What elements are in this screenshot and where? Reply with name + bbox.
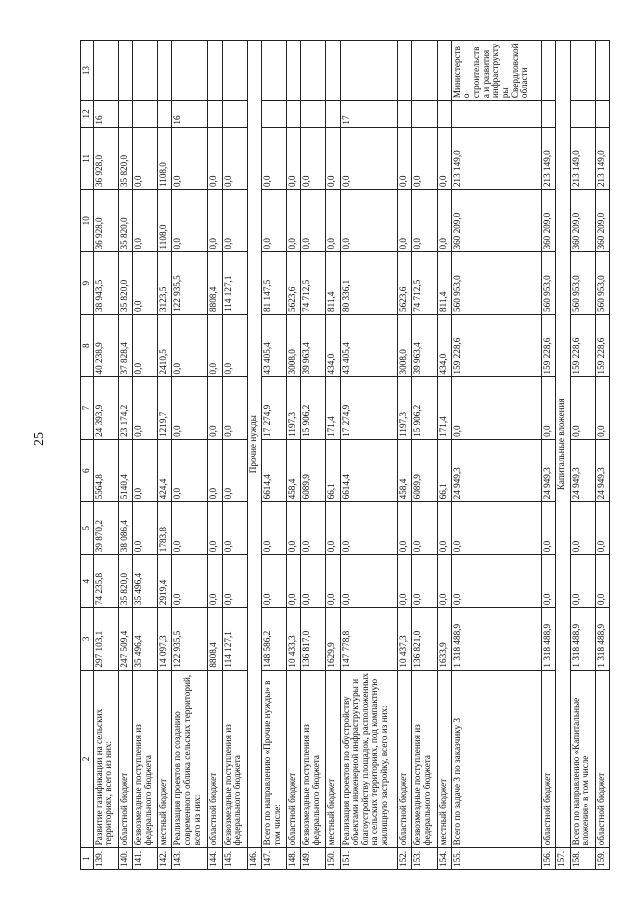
- table-row: [172, 41, 208, 870]
- row-number: 154.: [437, 848, 451, 870]
- value-cell: 0,0: [132, 127, 157, 189]
- value-cell: 171,4: [437, 377, 451, 439]
- value-cell: 458,4: [398, 439, 412, 501]
- value-cell: 0,0: [570, 502, 595, 555]
- value-cell: 159 228,6: [542, 314, 556, 376]
- table-row: [437, 41, 451, 870]
- row-number: 147.: [261, 848, 286, 870]
- row-number: 141.: [132, 848, 157, 870]
- table-row: [286, 41, 300, 870]
- column-header: 13: [81, 41, 94, 101]
- value-cell: 0,0: [286, 127, 300, 189]
- value-cell: 5564,8: [93, 439, 118, 501]
- value-cell: 35 820,0: [118, 127, 132, 189]
- value-cell: 0,0: [437, 190, 451, 252]
- value-cell: 6089,9: [412, 439, 437, 501]
- value-cell: 159 228,6: [595, 314, 609, 376]
- row-number: 148.: [286, 848, 300, 870]
- value-cell: 0,0: [132, 439, 157, 501]
- value-cell: 81 147,5: [261, 252, 286, 314]
- value-cell: 0,0: [326, 555, 340, 608]
- customer-cell: [222, 41, 247, 101]
- value-cell: 0,0: [326, 127, 340, 189]
- value-cell: 15 906,2: [412, 377, 437, 439]
- value-cell: 0,0: [570, 555, 595, 608]
- target-index-cell: [412, 101, 437, 127]
- value-cell: 136 817,0: [301, 608, 326, 670]
- value-cell: 80 336,1: [340, 252, 398, 314]
- table-row: [398, 41, 412, 870]
- value-cell: 811,4: [326, 252, 340, 314]
- value-cell: 0,0: [286, 555, 300, 608]
- header-row: [81, 41, 94, 870]
- table-row: [595, 41, 609, 870]
- row-name: безвозмездные поступления из федерального бюджета: [301, 670, 326, 848]
- page-number: 25: [32, 432, 47, 446]
- target-index-cell: [301, 101, 326, 127]
- value-cell: 0,0: [172, 190, 208, 252]
- value-cell: 74 712,5: [412, 252, 437, 314]
- value-cell: 0,0: [222, 314, 247, 376]
- value-cell: 213 149,0: [451, 127, 541, 189]
- table-row: [301, 41, 326, 870]
- value-cell: 35 820,0: [118, 555, 132, 608]
- value-cell: 0,0: [301, 127, 326, 189]
- value-cell: 1 318 488,9: [595, 608, 609, 670]
- value-cell: 0,0: [326, 502, 340, 555]
- value-cell: 1197,3: [398, 377, 412, 439]
- value-cell: 0,0: [261, 502, 286, 555]
- table-row: [412, 41, 437, 870]
- value-cell: 2919,4: [158, 555, 172, 608]
- column-header: 3: [81, 608, 94, 670]
- value-cell: 0,0: [172, 314, 208, 376]
- value-cell: 0,0: [340, 190, 398, 252]
- value-cell: 0,0: [261, 555, 286, 608]
- value-cell: 6614,4: [261, 439, 286, 501]
- target-index-cell: [208, 101, 222, 127]
- section-title: Капитальные вложения: [556, 41, 570, 848]
- table-row: [222, 41, 247, 870]
- value-cell: 0,0: [412, 190, 437, 252]
- table-row: [93, 41, 118, 870]
- row-number: 146.: [247, 848, 261, 870]
- value-cell: 24 949,3: [542, 439, 556, 501]
- value-cell: 147 778,8: [340, 608, 398, 670]
- row-number: 155.: [451, 848, 541, 870]
- value-cell: 1108,0: [158, 190, 172, 252]
- value-cell: 0,0: [398, 502, 412, 555]
- value-cell: 0,0: [451, 377, 541, 439]
- target-index-cell: [132, 101, 157, 127]
- value-cell: 40 238,9: [93, 314, 118, 376]
- value-cell: 213 149,0: [542, 127, 556, 189]
- value-cell: 0,0: [542, 502, 556, 555]
- value-cell: 0,0: [222, 127, 247, 189]
- column-header: 6: [81, 439, 94, 501]
- value-cell: 1 318 488,9: [570, 608, 595, 670]
- column-header: 2: [81, 670, 94, 848]
- value-cell: 23 174,2: [118, 377, 132, 439]
- row-name: Всего по направлению «Прочие нужды» в том числе:: [261, 670, 286, 848]
- value-cell: 0,0: [286, 502, 300, 555]
- value-cell: 24 949,3: [570, 439, 595, 501]
- value-cell: 1 318 488,9: [451, 608, 541, 670]
- target-index-cell: [286, 101, 300, 127]
- row-number: 156.: [542, 848, 556, 870]
- row-name: Развитие газификации на сельских территориях, всего из них:: [93, 670, 118, 848]
- table-row: [340, 41, 398, 870]
- value-cell: 0,0: [286, 190, 300, 252]
- value-cell: 0,0: [340, 555, 398, 608]
- target-index-cell: [261, 101, 286, 127]
- value-cell: 159 228,6: [570, 314, 595, 376]
- row-name: местный бюджет: [326, 670, 340, 848]
- value-cell: 1197,3: [286, 377, 300, 439]
- value-cell: 0,0: [208, 314, 222, 376]
- value-cell: 0,0: [301, 555, 326, 608]
- row-name: безвозмездные поступления из федерального бюджета: [132, 670, 157, 848]
- value-cell: 0,0: [132, 377, 157, 439]
- value-cell: 1 318 488,9: [542, 608, 556, 670]
- value-cell: 0,0: [172, 127, 208, 189]
- row-name: Всего по направлению «Капитальные вложения» в том числе: [570, 670, 595, 848]
- customer-cell: [301, 41, 326, 101]
- value-cell: 43 405,4: [261, 314, 286, 376]
- customer-cell: [398, 41, 412, 101]
- value-cell: 0,0: [208, 439, 222, 501]
- value-cell: 74 235,8: [93, 555, 118, 608]
- customer-cell: [412, 41, 437, 101]
- value-cell: 37 828,4: [118, 314, 132, 376]
- value-cell: 66,1: [437, 439, 451, 501]
- value-cell: 0,0: [398, 190, 412, 252]
- value-cell: 171,4: [326, 377, 340, 439]
- value-cell: 38 943,5: [93, 252, 118, 314]
- value-cell: 148 586,2: [261, 608, 286, 670]
- value-cell: 0,0: [542, 555, 556, 608]
- value-cell: 0,0: [595, 502, 609, 555]
- customer-cell: [118, 41, 132, 101]
- row-name: Реализация проектов по созданию современного облика сельских территорий, всего из них:: [172, 670, 208, 848]
- value-cell: 24 949,3: [451, 439, 541, 501]
- value-cell: 0,0: [172, 502, 208, 555]
- customer-cell: [172, 41, 208, 101]
- value-cell: 560 953,0: [595, 252, 609, 314]
- target-index-cell: [326, 101, 340, 127]
- customer-cell: [286, 41, 300, 101]
- value-cell: 560 953,0: [542, 252, 556, 314]
- customer-cell: [595, 41, 609, 101]
- target-index-cell: [595, 101, 609, 127]
- value-cell: 458,4: [286, 439, 300, 501]
- value-cell: 0,0: [437, 555, 451, 608]
- customer-cell: [542, 41, 556, 101]
- value-cell: 24 393,9: [93, 377, 118, 439]
- section-title: Прочие нужды: [247, 41, 261, 848]
- target-index-cell: [118, 101, 132, 127]
- row-number: 143.: [172, 848, 208, 870]
- value-cell: 8808,4: [208, 252, 222, 314]
- value-cell: 0,0: [132, 190, 157, 252]
- value-cell: 0,0: [222, 555, 247, 608]
- value-cell: 6089,9: [301, 439, 326, 501]
- value-cell: 0,0: [132, 252, 157, 314]
- value-cell: 0,0: [451, 502, 541, 555]
- column-header: 10: [81, 190, 94, 252]
- value-cell: 360 209,0: [542, 190, 556, 252]
- value-cell: 35 820,0: [118, 190, 132, 252]
- value-cell: 0,0: [542, 377, 556, 439]
- value-cell: 0,0: [172, 439, 208, 501]
- target-index-cell: 16: [172, 101, 208, 127]
- table-row: [132, 41, 157, 870]
- value-cell: 3008,0: [286, 314, 300, 376]
- value-cell: 0,0: [437, 127, 451, 189]
- value-cell: 247 509,4: [118, 608, 132, 670]
- value-cell: 0,0: [451, 555, 541, 608]
- value-cell: 0,0: [412, 555, 437, 608]
- value-cell: 38 086,4: [118, 502, 132, 555]
- budget-table: [80, 40, 610, 870]
- row-number: 159.: [595, 848, 609, 870]
- row-name: областной бюджет: [208, 670, 222, 848]
- column-header: 11: [81, 127, 94, 189]
- value-cell: 2410,5: [158, 314, 172, 376]
- value-cell: 0,0: [326, 190, 340, 252]
- value-cell: 36 928,0: [93, 190, 118, 252]
- customer-cell: [158, 41, 172, 101]
- value-cell: 159 228,6: [451, 314, 541, 376]
- value-cell: 0,0: [340, 127, 398, 189]
- value-cell: 122 935,5: [172, 608, 208, 670]
- row-name: местный бюджет: [437, 670, 451, 848]
- value-cell: 0,0: [208, 190, 222, 252]
- row-number: 149.: [301, 848, 326, 870]
- value-cell: 0,0: [570, 377, 595, 439]
- column-header: 5: [81, 502, 94, 555]
- value-cell: 0,0: [222, 502, 247, 555]
- customer-cell: [326, 41, 340, 101]
- table-body: [93, 41, 609, 870]
- target-index-cell: [570, 101, 595, 127]
- value-cell: 0,0: [595, 555, 609, 608]
- value-cell: 17 274,9: [261, 377, 286, 439]
- table-row: [451, 41, 541, 870]
- target-index-cell: [158, 101, 172, 127]
- value-cell: 10 437,3: [398, 608, 412, 670]
- value-cell: 424,4: [158, 439, 172, 501]
- value-cell: 39 870,2: [93, 502, 118, 555]
- section-row: [556, 41, 570, 870]
- value-cell: 0,0: [398, 127, 412, 189]
- value-cell: 0,0: [261, 190, 286, 252]
- column-header: 8: [81, 314, 94, 376]
- value-cell: 136 821,0: [412, 608, 437, 670]
- value-cell: 0,0: [172, 377, 208, 439]
- target-index-cell: [398, 101, 412, 127]
- customer-cell: Министерство строительства и развития инфраструктуры Свердловской области: [451, 41, 541, 101]
- value-cell: 0,0: [222, 377, 247, 439]
- value-cell: 122 935,5: [172, 252, 208, 314]
- value-cell: 17 274,9: [340, 377, 398, 439]
- row-number: 144.: [208, 848, 222, 870]
- row-name: областной бюджет: [398, 670, 412, 848]
- value-cell: 39 963,4: [412, 314, 437, 376]
- row-name: Реализация проектов по обустройству объектами инженерной инфраструктуры и благоустройству площадок, расположенных на сельских территориях, под компактную жилищную застройку, всего из них:: [340, 670, 398, 848]
- target-index-cell: [437, 101, 451, 127]
- value-cell: 66,1: [326, 439, 340, 501]
- value-cell: 1108,0: [158, 127, 172, 189]
- value-cell: 5623,6: [286, 252, 300, 314]
- budget-table-container: [80, 40, 610, 870]
- row-name: областной бюджет: [542, 670, 556, 848]
- value-cell: 1633,9: [437, 608, 451, 670]
- table-row: [158, 41, 172, 870]
- row-number: 142.: [158, 848, 172, 870]
- value-cell: 0,0: [132, 502, 157, 555]
- value-cell: 0,0: [412, 502, 437, 555]
- value-cell: 0,0: [437, 502, 451, 555]
- value-cell: 5623,6: [398, 252, 412, 314]
- column-header: 12: [81, 101, 94, 127]
- table-row: [326, 41, 340, 870]
- customer-cell: [570, 41, 595, 101]
- row-name: Всего по задаче 3 по заказчику 3: [451, 670, 541, 848]
- value-cell: 360 209,0: [570, 190, 595, 252]
- value-cell: 14 097,3: [158, 608, 172, 670]
- value-cell: 0,0: [595, 377, 609, 439]
- value-cell: 0,0: [208, 502, 222, 555]
- row-number: 153.: [412, 848, 437, 870]
- value-cell: 5140,4: [118, 439, 132, 501]
- column-header: 1: [81, 848, 94, 870]
- value-cell: 35 496,4: [132, 608, 157, 670]
- value-cell: 10 433,3: [286, 608, 300, 670]
- row-name: безвозмездные поступления из федерального бюджета: [222, 670, 247, 848]
- value-cell: 74 712,5: [301, 252, 326, 314]
- row-number: 145.: [222, 848, 247, 870]
- value-cell: 213 149,0: [595, 127, 609, 189]
- target-index-cell: 17: [340, 101, 398, 127]
- column-header: 4: [81, 555, 94, 608]
- value-cell: 0,0: [301, 502, 326, 555]
- value-cell: 35 496,4: [132, 555, 157, 608]
- value-cell: 35 820,0: [118, 252, 132, 314]
- value-cell: 36 928,0: [93, 127, 118, 189]
- value-cell: 0,0: [398, 555, 412, 608]
- target-index-cell: [451, 101, 541, 127]
- value-cell: 0,0: [261, 127, 286, 189]
- value-cell: 3008,0: [398, 314, 412, 376]
- value-cell: 6614,4: [340, 439, 398, 501]
- value-cell: 114 127,1: [222, 252, 247, 314]
- target-index-cell: [542, 101, 556, 127]
- value-cell: 15 906,2: [301, 377, 326, 439]
- row-number: 140.: [118, 848, 132, 870]
- row-name: областной бюджет: [286, 670, 300, 848]
- row-name: местный бюджет: [158, 670, 172, 848]
- value-cell: 39 963,4: [301, 314, 326, 376]
- value-cell: 3123,5: [158, 252, 172, 314]
- value-cell: 0,0: [132, 314, 157, 376]
- value-cell: 0,0: [208, 127, 222, 189]
- table-row: [570, 41, 595, 870]
- table-row: [118, 41, 132, 870]
- value-cell: 0,0: [222, 439, 247, 501]
- row-number: 152.: [398, 848, 412, 870]
- value-cell: 560 953,0: [451, 252, 541, 314]
- value-cell: 1783,8: [158, 502, 172, 555]
- target-index-cell: [222, 101, 247, 127]
- value-cell: 114 127,1: [222, 608, 247, 670]
- value-cell: 297 103,1: [93, 608, 118, 670]
- row-name: безвозмездные поступления из федерального бюджета: [412, 670, 437, 848]
- column-header: 7: [81, 377, 94, 439]
- section-row: [247, 41, 261, 870]
- value-cell: 560 953,0: [570, 252, 595, 314]
- target-index-cell: 16: [93, 101, 118, 127]
- row-number: 150.: [326, 848, 340, 870]
- value-cell: 0,0: [172, 555, 208, 608]
- value-cell: 0,0: [340, 502, 398, 555]
- value-cell: 0,0: [222, 190, 247, 252]
- value-cell: 1629,9: [326, 608, 340, 670]
- table-row: [261, 41, 286, 870]
- value-cell: 360 209,0: [451, 190, 541, 252]
- row-number: 151.: [340, 848, 398, 870]
- customer-cell: [132, 41, 157, 101]
- table-row: [542, 41, 556, 870]
- row-name: областной бюджет: [118, 670, 132, 848]
- customer-cell: [93, 41, 118, 101]
- customer-cell: [261, 41, 286, 101]
- value-cell: 213 149,0: [570, 127, 595, 189]
- customer-cell: [208, 41, 222, 101]
- table-row: [208, 41, 222, 870]
- row-number: 139.: [93, 848, 118, 870]
- value-cell: 1219,7: [158, 377, 172, 439]
- value-cell: 0,0: [412, 127, 437, 189]
- value-cell: 434,0: [326, 314, 340, 376]
- customer-cell: [340, 41, 398, 101]
- value-cell: 811,4: [437, 252, 451, 314]
- value-cell: 0,0: [208, 377, 222, 439]
- row-name: областной бюджет: [595, 670, 609, 848]
- customer-cell: [437, 41, 451, 101]
- value-cell: 0,0: [301, 190, 326, 252]
- value-cell: 0,0: [208, 555, 222, 608]
- value-cell: 8808,4: [208, 608, 222, 670]
- value-cell: 360 209,0: [595, 190, 609, 252]
- row-number: 158.: [570, 848, 595, 870]
- row-number: 157.: [556, 848, 570, 870]
- column-header: 9: [81, 252, 94, 314]
- value-cell: 24 949,3: [595, 439, 609, 501]
- value-cell: 43 405,4: [340, 314, 398, 376]
- value-cell: 434,0: [437, 314, 451, 376]
